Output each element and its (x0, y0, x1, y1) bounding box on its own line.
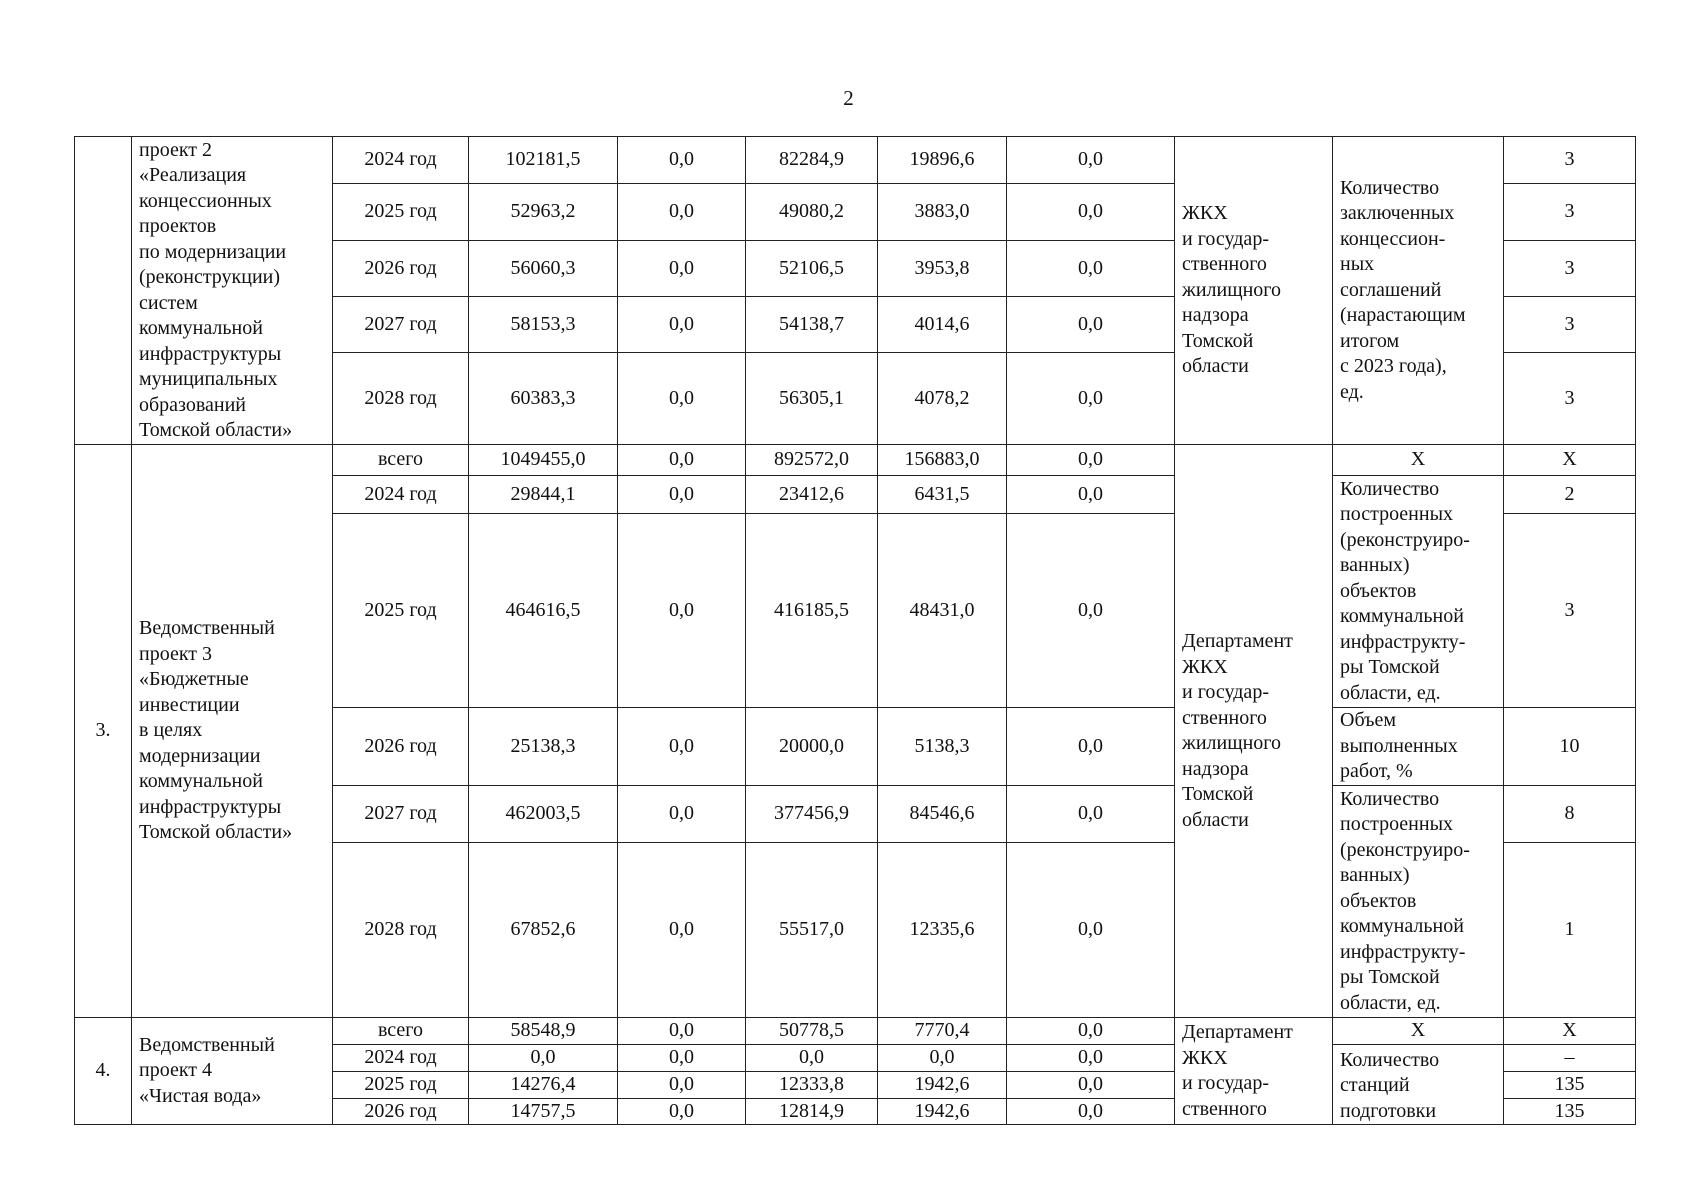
regional-cell: 54138,7 (746, 297, 878, 353)
program-table (74, 136, 1636, 1125)
federal-cell: 0,0 (618, 297, 746, 353)
total-cell: 56060,3 (469, 241, 618, 297)
target-cell: 8 (1504, 786, 1636, 843)
target-cell: 3 (1504, 184, 1636, 241)
other-cell: 0,0 (1007, 786, 1175, 843)
federal-cell: 0,0 (618, 843, 746, 1018)
project-name: проект 2 «Реализация концессионных проектов по модернизации (реконструкции) систем коммунальной инфраструктуры муниципальных образований Томской области» (132, 137, 333, 445)
target-cell: – (1504, 1044, 1636, 1071)
total-cell: 52963,2 (469, 184, 618, 241)
year-cell: 2025 год (333, 184, 469, 241)
local-cell: 0,0 (878, 1044, 1007, 1071)
target-cell: Х (1504, 445, 1636, 476)
other-cell: 0,0 (1007, 445, 1175, 476)
local-cell: 7770,4 (878, 1018, 1007, 1045)
local-cell: 3953,8 (878, 241, 1007, 297)
federal-cell: 0,0 (618, 476, 746, 514)
target-cell: 2 (1504, 476, 1636, 514)
regional-cell: 20000,0 (746, 708, 878, 786)
regional-cell: 49080,2 (746, 184, 878, 241)
year-cell: 2025 год (333, 1071, 469, 1098)
local-cell: 48431,0 (878, 514, 1007, 708)
federal-cell: 0,0 (618, 353, 746, 445)
total-cell: 14276,4 (469, 1071, 618, 1098)
local-cell: 1942,6 (878, 1098, 1007, 1125)
target-cell: 3 (1504, 137, 1636, 184)
other-cell: 0,0 (1007, 137, 1175, 184)
other-cell: 0,0 (1007, 1071, 1175, 1098)
federal-cell: 0,0 (618, 241, 746, 297)
local-cell: 84546,6 (878, 786, 1007, 843)
total-cell: 58153,3 (469, 297, 618, 353)
year-cell: 2027 год (333, 786, 469, 843)
table-row (75, 137, 1636, 184)
year-cell: 2027 год (333, 297, 469, 353)
regional-cell: 50778,5 (746, 1018, 878, 1045)
regional-cell: 82284,9 (746, 137, 878, 184)
federal-cell: 0,0 (618, 708, 746, 786)
regional-cell: 23412,6 (746, 476, 878, 514)
other-cell: 0,0 (1007, 514, 1175, 708)
year-cell: 2024 год (333, 476, 469, 514)
local-cell: 1942,6 (878, 1071, 1007, 1098)
year-cell: всего (333, 1018, 469, 1045)
year-cell: 2025 год (333, 514, 469, 708)
regional-cell: 12333,8 (746, 1071, 878, 1098)
other-cell: 0,0 (1007, 184, 1175, 241)
project-name: Ведомственный проект 4 «Чистая вода» (132, 1018, 333, 1125)
federal-cell: 0,0 (618, 786, 746, 843)
local-cell: 3883,0 (878, 184, 1007, 241)
target-cell: Х (1504, 1018, 1636, 1045)
target-cell: 135 (1504, 1071, 1636, 1098)
federal-cell: 0,0 (618, 1044, 746, 1071)
responsible-cell: ЖКХ и государ- ственного жилищного надзора Томской области (1175, 137, 1333, 445)
local-cell: 6431,5 (878, 476, 1007, 514)
other-cell: 0,0 (1007, 353, 1175, 445)
other-cell: 0,0 (1007, 476, 1175, 514)
table-row (75, 445, 1636, 476)
local-cell: 4078,2 (878, 353, 1007, 445)
local-cell: 156883,0 (878, 445, 1007, 476)
responsible-cell: Департамент ЖКХ и государ- ственного (1175, 1018, 1333, 1125)
target-cell: 3 (1504, 297, 1636, 353)
total-cell: 29844,1 (469, 476, 618, 514)
regional-cell: 52106,5 (746, 241, 878, 297)
total-cell: 14757,5 (469, 1098, 618, 1125)
other-cell: 0,0 (1007, 1098, 1175, 1125)
indicator-cell: Количество построенных (реконструиро- ванных) объектов коммунальной инфраструкту- ры Томской области, ед. (1333, 786, 1504, 1018)
target-cell: 1 (1504, 843, 1636, 1018)
project-name: Ведомственный проект 3 «Бюджетные инвестиции в целях модернизации коммунальной инфраструктуры Томской области» (132, 445, 333, 1018)
other-cell: 0,0 (1007, 1018, 1175, 1045)
page-number: 2 (843, 86, 854, 110)
regional-cell: 892572,0 (746, 445, 878, 476)
year-cell: 2026 год (333, 241, 469, 297)
federal-cell: 0,0 (618, 1018, 746, 1045)
federal-cell: 0,0 (618, 184, 746, 241)
target-cell: 3 (1504, 514, 1636, 708)
indicator-cell: Х (1333, 445, 1504, 476)
target-cell: 135 (1504, 1098, 1636, 1125)
total-cell: 0,0 (469, 1044, 618, 1071)
total-cell: 60383,3 (469, 353, 618, 445)
indicator-cell: Количество заключенных концессион- ных соглашений (нарастающим итогом с 2023 года), ед. (1333, 137, 1504, 445)
total-cell: 67852,6 (469, 843, 618, 1018)
year-cell: 2024 год (333, 137, 469, 184)
year-cell: 2028 год (333, 353, 469, 445)
total-cell: 464616,5 (469, 514, 618, 708)
local-cell: 4014,6 (878, 297, 1007, 353)
indicator-cell: Количество построенных (реконструиро- ванных) объектов коммунальной инфраструкту- ры Томской области, ед. (1333, 476, 1504, 708)
other-cell: 0,0 (1007, 708, 1175, 786)
federal-cell: 0,0 (618, 1071, 746, 1098)
regional-cell: 12814,9 (746, 1098, 878, 1125)
year-cell: 2026 год (333, 1098, 469, 1125)
local-cell: 19896,6 (878, 137, 1007, 184)
local-cell: 5138,3 (878, 708, 1007, 786)
regional-cell: 56305,1 (746, 353, 878, 445)
indicator-cell: Объем выполненных работ, % (1333, 708, 1504, 786)
regional-cell: 55517,0 (746, 843, 878, 1018)
other-cell: 0,0 (1007, 297, 1175, 353)
row-number-cell: 3. (75, 445, 132, 1018)
total-cell: 102181,5 (469, 137, 618, 184)
regional-cell: 377456,9 (746, 786, 878, 843)
federal-cell: 0,0 (618, 137, 746, 184)
total-cell: 58548,9 (469, 1018, 618, 1045)
year-cell: всего (333, 445, 469, 476)
responsible-cell: Департамент ЖКХ и государ- ственного жилищного надзора Томской области (1175, 445, 1333, 1018)
target-cell: 3 (1504, 241, 1636, 297)
year-cell: 2024 год (333, 1044, 469, 1071)
total-cell: 25138,3 (469, 708, 618, 786)
target-cell: 3 (1504, 353, 1636, 445)
other-cell: 0,0 (1007, 241, 1175, 297)
indicator-cell: Х (1333, 1018, 1504, 1045)
total-cell: 1049455,0 (469, 445, 618, 476)
target-cell: 10 (1504, 708, 1636, 786)
total-cell: 462003,5 (469, 786, 618, 843)
year-cell: 2026 год (333, 708, 469, 786)
table-row (75, 1018, 1636, 1045)
year-cell: 2028 год (333, 843, 469, 1018)
federal-cell: 0,0 (618, 514, 746, 708)
federal-cell: 0,0 (618, 445, 746, 476)
other-cell: 0,0 (1007, 1044, 1175, 1071)
regional-cell: 0,0 (746, 1044, 878, 1071)
local-cell: 12335,6 (878, 843, 1007, 1018)
indicator-cell: Количество станций подготовки (1333, 1044, 1504, 1125)
other-cell: 0,0 (1007, 843, 1175, 1018)
row-number-cell (75, 137, 132, 445)
regional-cell: 416185,5 (746, 514, 878, 708)
federal-cell: 0,0 (618, 1098, 746, 1125)
row-number-cell: 4. (75, 1018, 132, 1125)
